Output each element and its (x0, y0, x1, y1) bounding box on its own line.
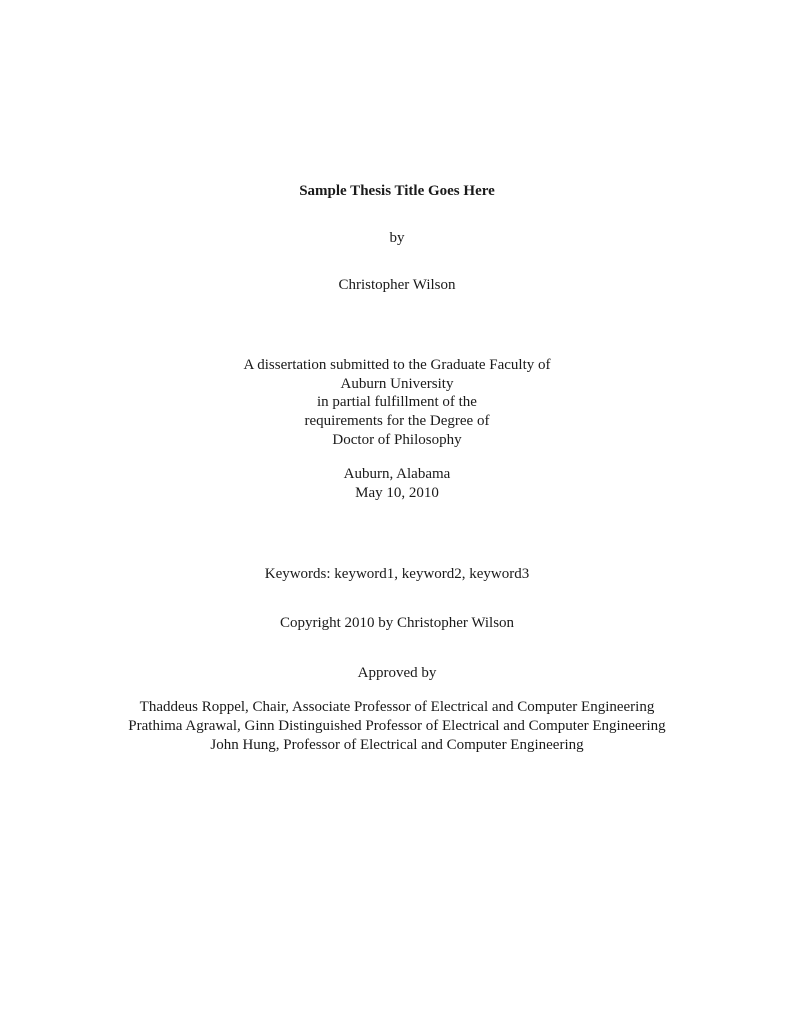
committee-member: Thaddeus Roppel, Chair, Associate Professor of Electrical and Computer Engineering (139, 699, 655, 715)
submission-line: Auburn University (340, 376, 454, 392)
keywords: Keywords: keyword1, keyword2, keyword3 (264, 566, 530, 582)
submission-line: A dissertation submitted to the Graduate Faculty of (243, 357, 551, 373)
copyright: Copyright 2010 by Christopher Wilson (279, 615, 515, 631)
submission-line: in partial fulfillment of the (317, 394, 477, 410)
place: Auburn, Alabama (343, 466, 451, 482)
approved-by-label: Approved by (357, 665, 437, 681)
author-name: Christopher Wilson (338, 277, 456, 293)
submission-line: requirements for the Degree of (304, 413, 490, 429)
thesis-title: Sample Thesis Title Goes Here (299, 183, 495, 199)
date: May 10, 2010 (355, 485, 439, 501)
committee-member: Prathima Agrawal, Ginn Distinguished Professor of Electrical and Computer Engineering (128, 718, 666, 734)
committee-member: John Hung, Professor of Electrical and Computer Engineering (210, 737, 584, 753)
submission-line: Doctor of Philosophy (332, 432, 462, 448)
by-label: by (389, 230, 405, 246)
